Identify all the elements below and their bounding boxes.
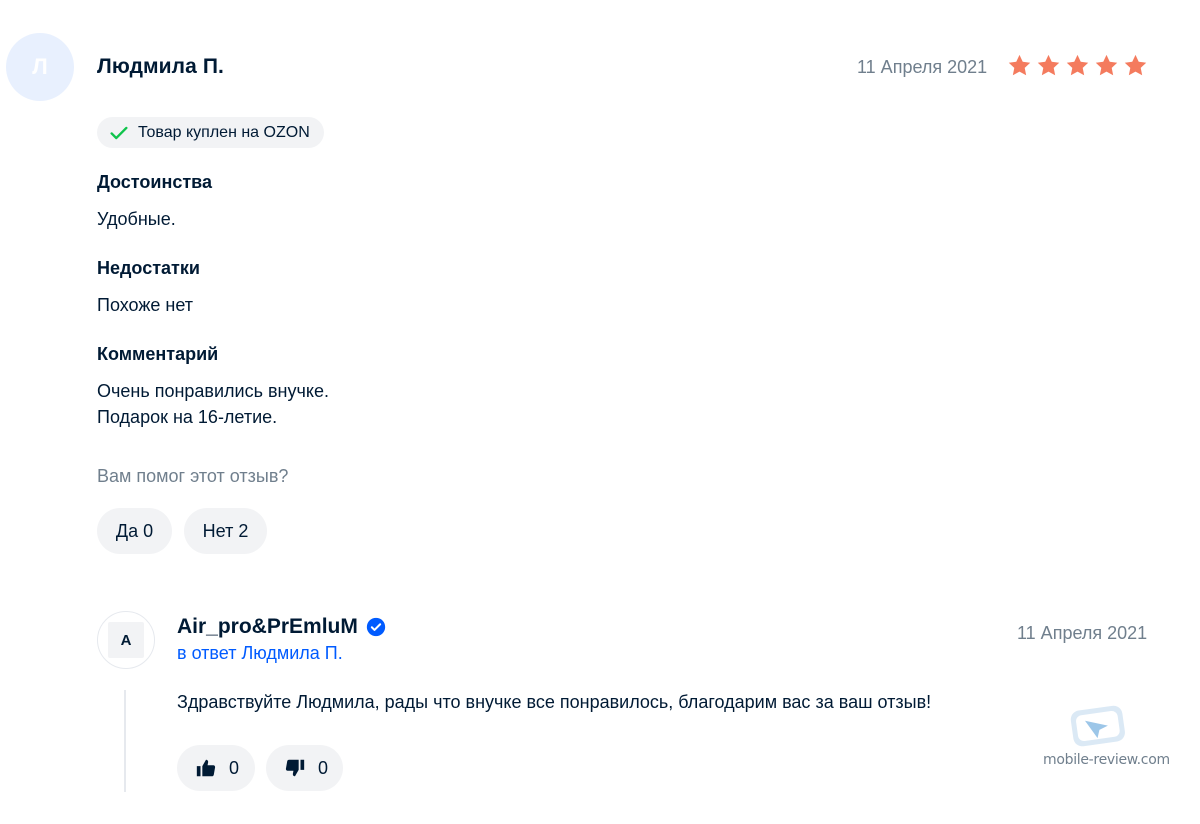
helpful-yes-button[interactable]	[97, 508, 172, 554]
thumbs-up-icon	[195, 757, 217, 779]
reply-to-link[interactable]: в ответ Людмила П.	[177, 643, 343, 663]
star-icon	[1065, 53, 1090, 78]
thumbs-down-icon	[284, 757, 306, 779]
star-icon	[1123, 53, 1148, 78]
cons-title: Недостатки	[97, 258, 200, 278]
checkmark-icon	[108, 122, 130, 144]
watermark-logo	[1068, 702, 1128, 752]
like-button[interactable]	[177, 745, 255, 791]
star-icon	[1094, 53, 1119, 78]
cons-text: Похоже нет	[97, 295, 194, 315]
watermark-text: mobile-review.com	[1043, 752, 1170, 768]
reply-date: 11 Апреля 2021	[1017, 623, 1148, 643]
pros-text: Удобные.	[97, 209, 176, 229]
rating-stars	[1007, 53, 1148, 78]
pros-title: Достоинства	[97, 172, 212, 192]
purchased-badge	[97, 117, 324, 148]
dislike-count: 0	[318, 757, 329, 778]
star-icon	[1007, 53, 1032, 78]
comment-text-line-1: Очень понравились внучке.	[97, 381, 329, 401]
comment-text-line-2: Подарок на 16-летие.	[97, 407, 278, 427]
purchased-badge-label: Товар куплен на OZON	[138, 123, 310, 141]
comment-title: Комментарий	[97, 344, 219, 364]
helpful-yes-label: Да 0	[115, 520, 154, 541]
review-date: 11 Апреля 2021	[857, 57, 988, 77]
reply-text: Здравствуйте Людмила, рады что внучке все понравилось, благодарим вас за ваш отзыв!	[177, 692, 932, 712]
seller-avatar	[97, 611, 155, 669]
dislike-button[interactable]	[266, 745, 343, 791]
star-icon	[1036, 53, 1061, 78]
seller-name-row	[177, 615, 386, 639]
verified-badge-icon	[366, 617, 386, 637]
reviewer-avatar	[6, 33, 74, 101]
like-count: 0	[229, 757, 240, 778]
reply-divider	[124, 690, 126, 792]
helpful-question: Вам помог этот отзыв?	[97, 466, 289, 486]
helpful-no-label: Нет 2	[202, 520, 249, 541]
seller-avatar-letter: A	[120, 631, 132, 649]
reviewer-avatar-letter: Л	[32, 54, 48, 79]
helpful-no-button[interactable]	[184, 508, 267, 554]
seller-name[interactable]: Air_pro&PrEmluM	[177, 615, 358, 638]
reviewer-name[interactable]: Людмила П.	[97, 55, 224, 78]
